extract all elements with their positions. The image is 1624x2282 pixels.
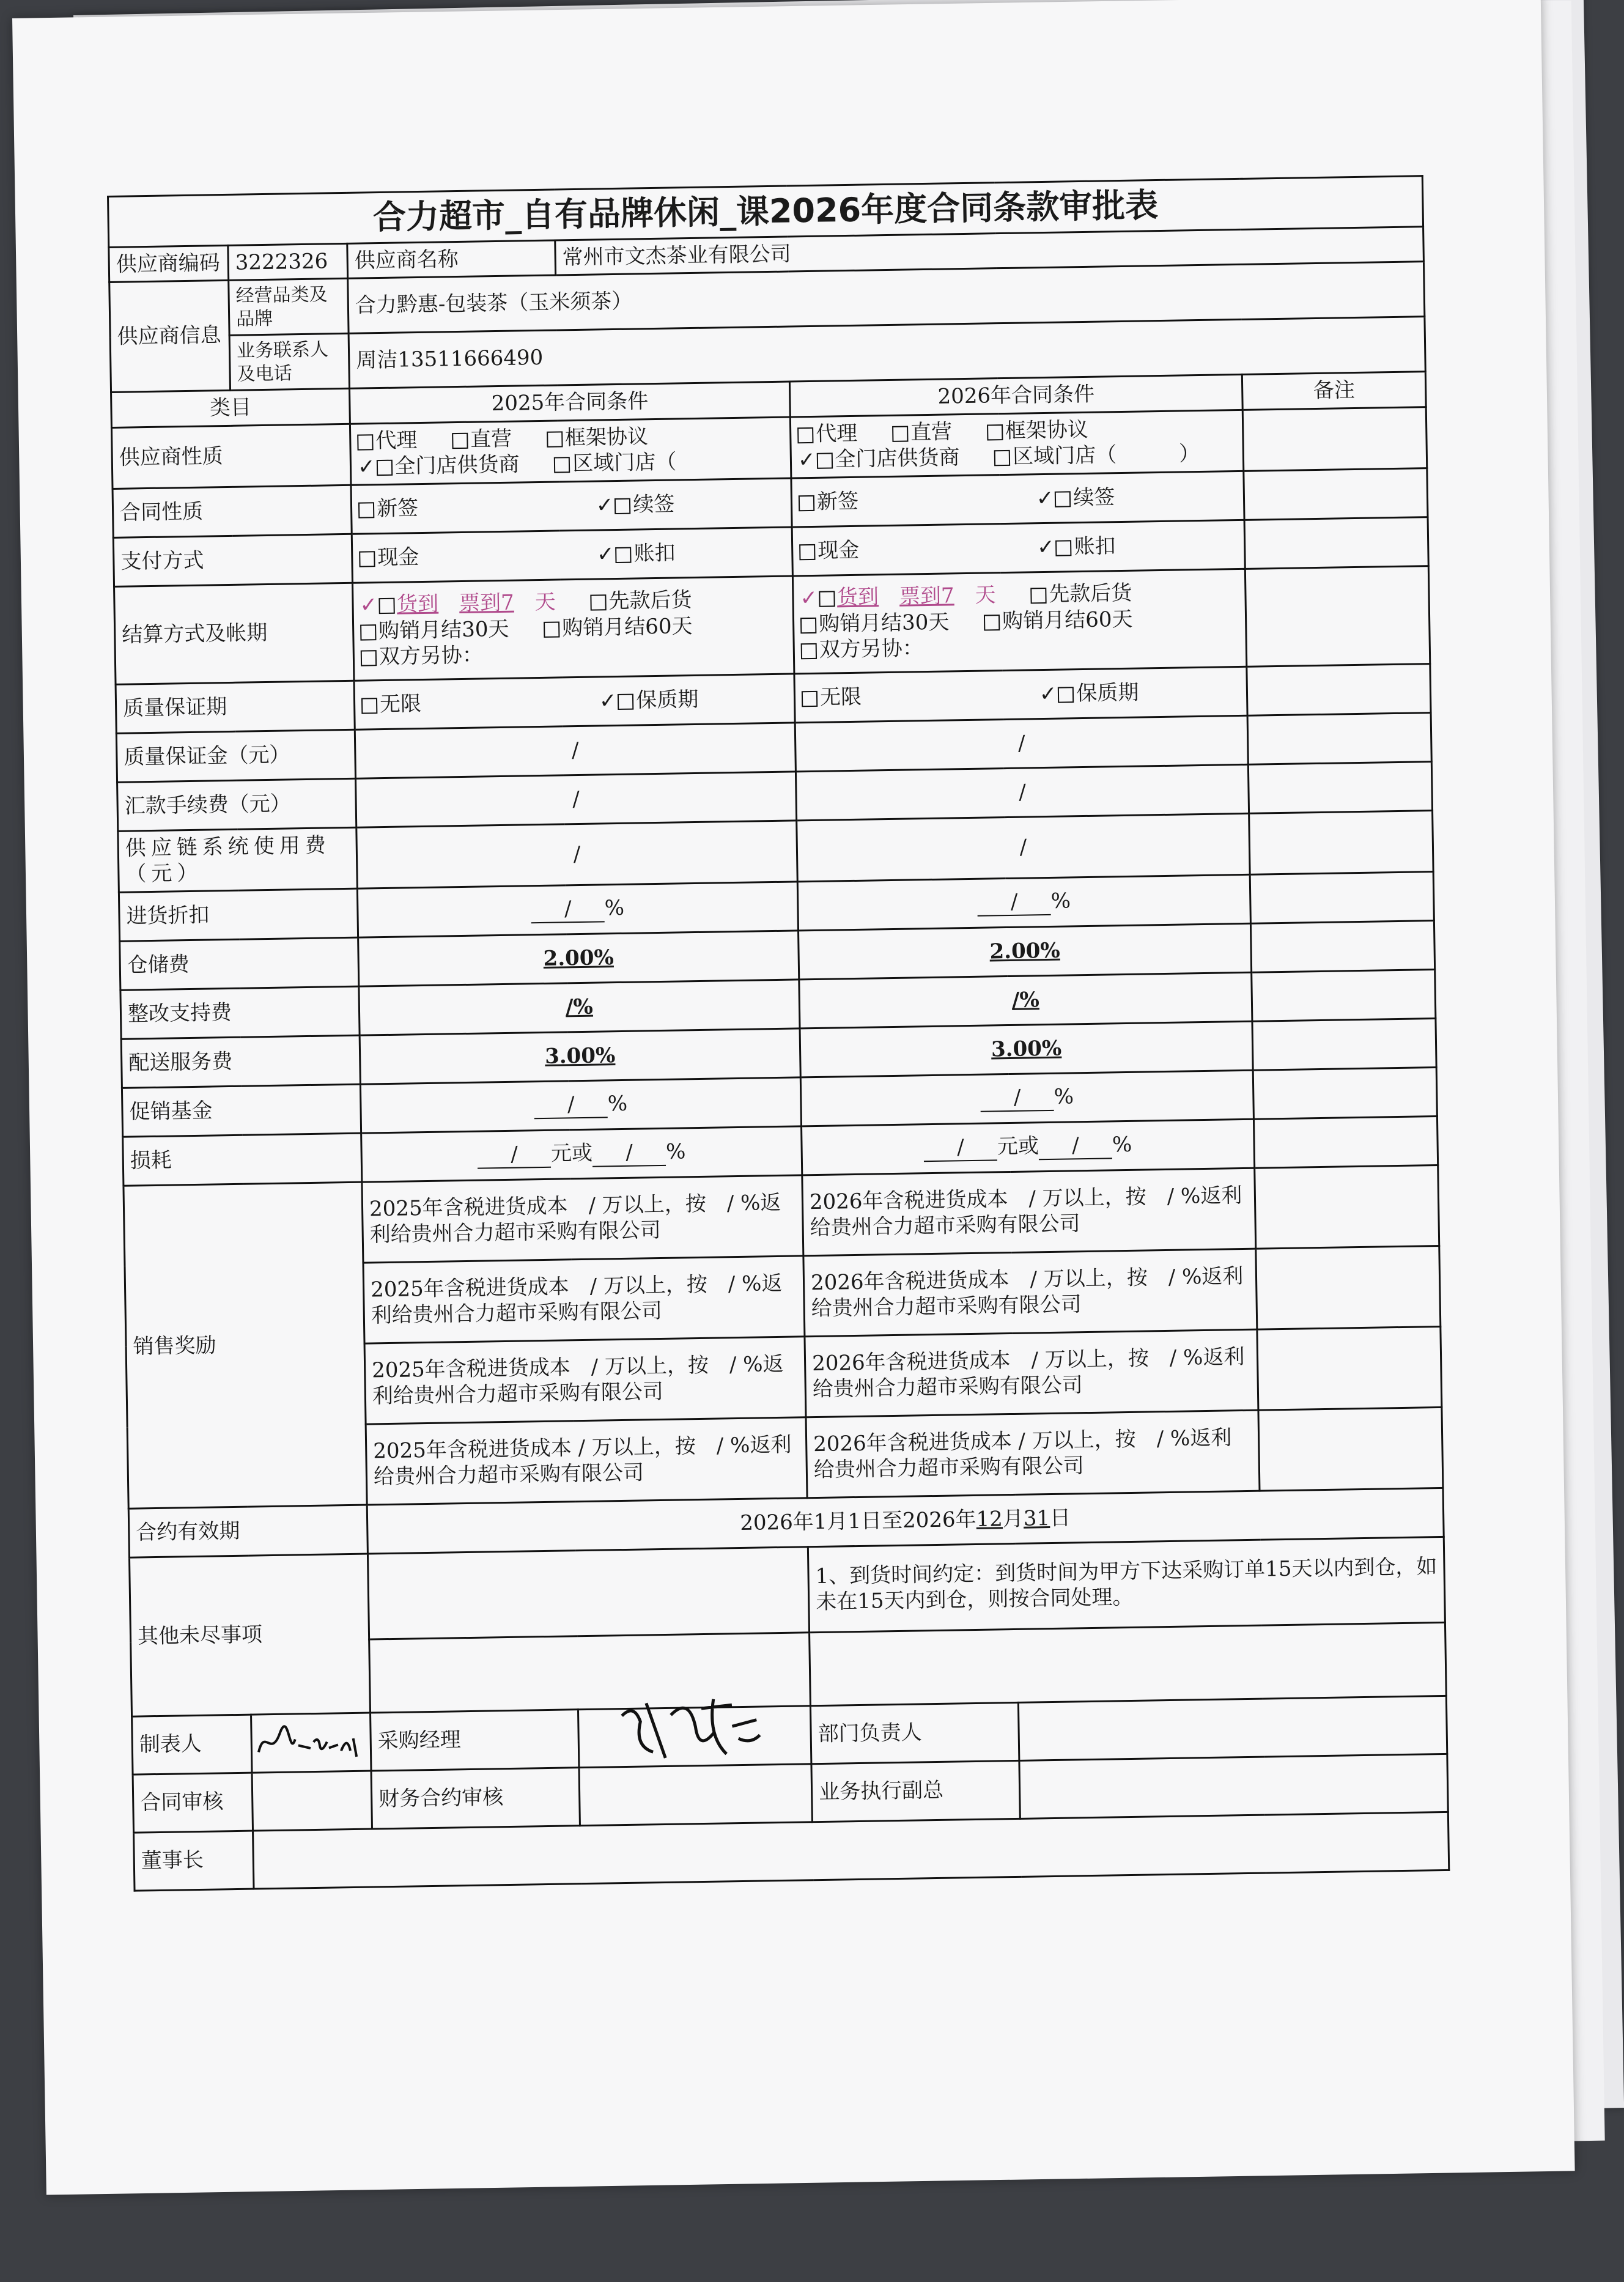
checkmark-icon: ✓ — [1036, 534, 1055, 559]
delivery-fee-label: 配送服务费 — [121, 1035, 360, 1088]
contact-value: 周洁13511666490 — [349, 317, 1425, 389]
checkbox[interactable] — [357, 434, 373, 450]
validity-value: 2026年1月1日至2026年12月31日 — [367, 1488, 1444, 1554]
warranty-label: 质量保证期 — [116, 681, 355, 733]
remark-cell[interactable] — [1249, 810, 1434, 874]
remark-cell[interactable] — [1258, 1407, 1443, 1491]
deposit-2026: / — [795, 715, 1248, 772]
checkmark-icon: ✓ — [1036, 486, 1054, 511]
checkmark-icon: ✓ — [357, 454, 375, 479]
checkbox[interactable] — [378, 598, 394, 614]
checkmark-icon: ✓ — [599, 688, 617, 714]
category-brand-value: 合力黔惠-包装茶（玉米须茶） — [348, 262, 1425, 334]
checkbox[interactable] — [987, 424, 1003, 440]
scm-fee-2026: / — [797, 813, 1250, 882]
remark-cell[interactable] — [1248, 761, 1432, 813]
remark-cell[interactable] — [1247, 712, 1431, 764]
category-header: 类目 — [111, 388, 350, 427]
rectify-fee-label: 整改支持费 — [120, 986, 360, 1039]
remark-cell[interactable] — [1244, 517, 1428, 569]
checkbox[interactable] — [452, 432, 468, 448]
remark-cell[interactable] — [1245, 566, 1430, 667]
contract-approval-table — [107, 175, 1450, 1891]
checkmark-icon: ✓ — [596, 541, 615, 567]
other-items-2026-extra[interactable] — [810, 1622, 1447, 1705]
other-items-2026: 1、到货时间约定：到货时间为甲方下达采购订单15天以内到仓，如未在15天内到仓，则按合同处理。 — [808, 1537, 1445, 1632]
contract-review-cell[interactable] — [252, 1771, 372, 1831]
settlement-2025: ✓ 货到 票到7 天 先款后货 购销月结30天 购销月结60天 双方另协： — [352, 575, 794, 680]
storage-fee-label: 仓储费 — [120, 937, 359, 990]
maker-handwritten-signature — [252, 1713, 369, 1770]
purchase-manager-signature-cell — [578, 1705, 811, 1767]
settlement-label: 结算方式及帐期 — [114, 583, 354, 684]
warranty-2026: 无限 ✓ 保质期 — [794, 667, 1247, 723]
checkmark-icon: ✓ — [1039, 681, 1057, 706]
sales-rebate-label: 销售奖励 — [124, 1182, 367, 1508]
remark-cell[interactable] — [1252, 1018, 1436, 1070]
checkbox[interactable] — [618, 693, 633, 709]
checkbox[interactable] — [799, 495, 814, 511]
supplier-info-label: 供应商信息 — [109, 280, 231, 392]
checkbox[interactable] — [800, 618, 816, 633]
rebate-2026-line: 2026年含税进货成本 / 万以上，按 / %返利给贵州合力超市采购有限公司 — [805, 1329, 1258, 1417]
discount-2026: / % — [797, 874, 1250, 931]
other-items-label: 其他未尽事项 — [129, 1554, 370, 1716]
checkbox[interactable] — [615, 547, 631, 563]
discount-label: 进货折扣 — [119, 888, 358, 941]
promo-fund-label: 促销基金 — [122, 1084, 361, 1137]
rebate-2025-line: 2025年含税进货成本 / 万以上，按 / %返利给贵州合力超市采购有限公司 — [364, 1336, 806, 1423]
checkbox[interactable] — [361, 650, 377, 666]
checkbox[interactable] — [816, 452, 832, 468]
checkbox[interactable] — [1030, 588, 1046, 604]
supplier-nature-label: 供应商性质 — [111, 424, 351, 489]
maker-label: 制表人 — [132, 1715, 252, 1774]
category-brand-label: 经营品类及品牌 — [229, 278, 349, 335]
checkmark-icon: ✓ — [360, 593, 378, 618]
checkbox[interactable] — [984, 615, 1000, 630]
checkbox[interactable] — [361, 698, 377, 714]
finance-review-label: 财务合约审核 — [371, 1767, 580, 1828]
checkbox[interactable] — [1058, 687, 1074, 703]
remit-fee-2025: / — [356, 771, 797, 827]
payment-2026: 现金 ✓ 账扣 — [792, 520, 1245, 576]
year-2025-header: 2025年合同条件 — [350, 382, 791, 424]
discount-2025: / % — [357, 881, 798, 937]
remark-cell[interactable] — [1255, 1165, 1439, 1249]
remark-cell[interactable] — [1247, 663, 1431, 715]
checkmark-icon: ✓ — [800, 586, 818, 611]
checkbox[interactable] — [358, 502, 374, 518]
contract-nature-label: 合同性质 — [113, 485, 352, 537]
vp-label: 业务执行副总 — [811, 1760, 1020, 1822]
scm-fee-label: 供应链系统使用费（元） — [118, 827, 358, 892]
checkbox[interactable] — [801, 643, 817, 659]
remark-cell[interactable] — [1252, 969, 1436, 1021]
remark-cell[interactable] — [1257, 1326, 1442, 1410]
remit-fee-2026: / — [795, 764, 1249, 821]
rebate-2026-line: 2026年含税进货成本 / 万以上，按 / %返利给贵州合力超市采购有限公司 — [802, 1168, 1256, 1256]
chairman-label: 董事长 — [134, 1831, 254, 1891]
vp-signature-cell[interactable] — [1019, 1754, 1448, 1819]
remark-cell[interactable] — [1253, 1067, 1437, 1119]
deposit-label: 质量保证金（元） — [116, 729, 355, 782]
supplier-code-label: 供应商编码 — [109, 245, 229, 282]
delivery-fee-2026: 3.00% — [800, 1021, 1253, 1077]
supplier-nature-2026: 代理 直营 框架协议 ✓ 全门店供货商 区域门店（ ） — [790, 410, 1243, 478]
other-items-2025-extra[interactable] — [369, 1632, 811, 1712]
dept-head-signature-cell[interactable] — [1018, 1696, 1447, 1760]
promo-fund-2026: / % — [800, 1070, 1253, 1126]
warranty-2025: 无限 ✓ 保质期 — [354, 673, 795, 729]
checkbox[interactable] — [615, 498, 630, 514]
checkbox[interactable] — [547, 431, 563, 447]
scm-fee-2025: / — [356, 820, 797, 888]
checkbox[interactable] — [1055, 540, 1071, 556]
year-2026-header: 2026年合同条件 — [789, 374, 1242, 416]
promo-fund-2025: / % — [360, 1077, 801, 1132]
contact-label: 业务联系人及电话 — [229, 333, 349, 390]
form-title: 合力超市_自有品牌休闲_课2026年度合同条款审批表 — [108, 176, 1423, 247]
rebate-2025-line: 2025年含税进货成本 / 万以上，按 / %返利给贵州合力超市采购有限公司 — [362, 1175, 803, 1262]
loss-2025: / 元或 / % — [361, 1126, 802, 1181]
contract-review-label: 合同审核 — [133, 1773, 253, 1833]
deposit-2025: / — [355, 722, 795, 778]
checkbox[interactable] — [360, 624, 376, 640]
checkbox[interactable] — [376, 460, 392, 476]
storage-fee-2025: 2.00% — [358, 930, 799, 986]
maker-signature-cell — [251, 1713, 371, 1773]
checkmark-icon: ✓ — [797, 447, 816, 473]
supplier-nature-2025: 代理 直营 框架协议 ✓ 全门店供货商 区域门店（ — [350, 416, 791, 484]
contract-nature-2026: 新签 ✓ 续签 — [791, 471, 1244, 527]
rebate-2026-line: 2026年含税进货成本 / 万以上，按 / %返利给贵州合力超市采购有限公司 — [806, 1410, 1260, 1498]
checkbox[interactable] — [802, 691, 818, 707]
remit-fee-label: 汇款手续费（元） — [117, 778, 356, 831]
remark-cell[interactable] — [1250, 920, 1434, 972]
supplier-name-label: 供应商名称 — [347, 240, 556, 278]
checkbox[interactable] — [590, 595, 606, 611]
supplier-name-value: 常州市文杰茶业有限公司 — [555, 226, 1424, 275]
supplier-code-value: 3222326 — [228, 243, 348, 281]
remark-cell[interactable] — [1250, 871, 1434, 923]
approval-form — [107, 175, 1448, 1891]
storage-fee-2026: 2.00% — [799, 923, 1252, 980]
rectify-fee-2026: /% — [799, 972, 1252, 1028]
remark-header: 备注 — [1242, 372, 1426, 410]
loss-2026: / 元或 / % — [802, 1119, 1255, 1175]
checkbox[interactable] — [819, 591, 835, 607]
remark-cell[interactable] — [1256, 1246, 1441, 1329]
rebate-2026-line: 2026年含税进货成本 / 万以上，按 / %返利给贵州合力超市采购有限公司 — [803, 1249, 1257, 1337]
checkbox[interactable] — [359, 551, 375, 567]
checkbox[interactable] — [797, 427, 813, 443]
checkbox[interactable] — [544, 621, 559, 637]
rebate-2025-line: 2025年含税进货成本 / 万以上，按 / %返利给贵州合力超市采购有限公司 — [366, 1417, 807, 1504]
settlement-2026: ✓ 货到 票到7 天 先款后货 购销月结30天 购销月结60天 双方另协： — [792, 569, 1246, 674]
checkbox[interactable] — [1055, 491, 1071, 507]
contract-nature-2025: 新签 ✓ 续签 — [351, 478, 792, 533]
dept-head-label: 部门负责人 — [810, 1702, 1019, 1763]
remark-cell[interactable] — [1244, 468, 1428, 520]
payment-label: 支付方式 — [113, 534, 352, 586]
checkbox[interactable] — [892, 426, 908, 441]
checkbox[interactable] — [554, 457, 570, 473]
payment-2025: 现金 ✓ 账扣 — [352, 526, 792, 582]
validity-label: 合约有效期 — [128, 1505, 367, 1557]
loss-label: 损耗 — [123, 1133, 362, 1186]
purchase-manager-label: 采购经理 — [371, 1709, 579, 1770]
checkbox[interactable] — [799, 544, 815, 560]
remark-cell[interactable] — [1253, 1116, 1438, 1168]
other-items-2025[interactable] — [367, 1546, 809, 1639]
checkmark-icon: ✓ — [596, 492, 614, 518]
remark-cell[interactable] — [1242, 407, 1427, 471]
rectify-fee-2025: /% — [359, 979, 800, 1035]
finance-review-cell[interactable] — [579, 1763, 812, 1825]
checkbox[interactable] — [994, 450, 1010, 466]
delivery-fee-2025: 3.00% — [360, 1028, 800, 1084]
rebate-2025-line: 2025年含税进货成本 / 万以上，按 / %返利给贵州合力超市采购有限公司 — [363, 1255, 805, 1343]
